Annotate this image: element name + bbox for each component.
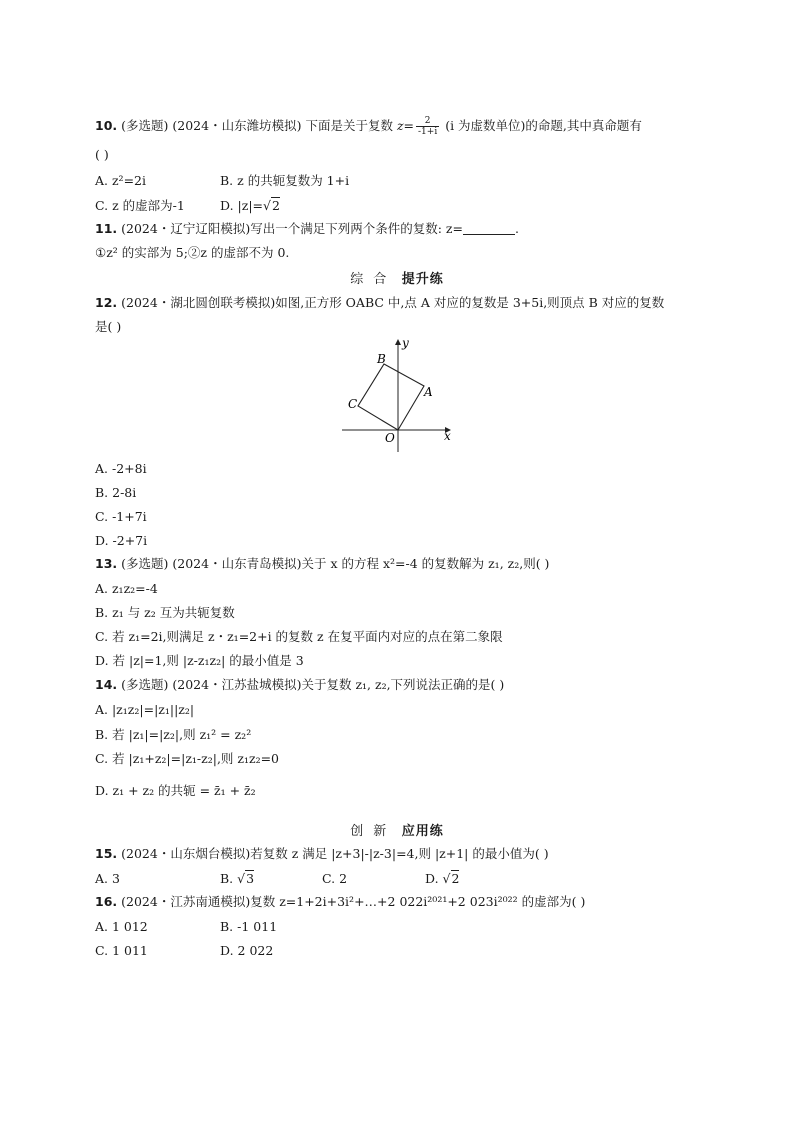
sqrt-icon: √ (263, 198, 271, 213)
q10-paren: ( ) (95, 147, 109, 162)
section1-part-a: 综合 (350, 272, 397, 287)
q11-conditions: ①z² 的实部为 5;②z 的虚部不为 0. (95, 245, 290, 260)
square-oabc (358, 364, 424, 430)
q16-option-a: A. 1 012 (95, 919, 148, 934)
section1-part-b: 提升练 (401, 272, 444, 287)
q14-option-b: B. 若 |z₁|=|z₂|,则 z₁² = z₂² (95, 727, 252, 742)
q11-number: 11. (95, 221, 118, 236)
q15-option-d (425, 870, 459, 888)
q11-answer-blank[interactable] (463, 222, 515, 235)
q12-option-d: D. -2+7i (95, 533, 148, 548)
q14-text: 关于复数 z₁, z₂,下列说法正确的是( ) (301, 677, 505, 692)
q12-square-figure (340, 336, 460, 454)
q14-option-d: D. z₁ + z₂ 的共轭 = z̄₁ + z̄₂ (95, 783, 256, 798)
label-a: A (424, 385, 433, 399)
q15-option-c: C. 2 (322, 871, 348, 886)
q11-text: 写出一个满足下列两个条件的复数: z= (250, 221, 463, 236)
q10-option-c: C. z 的虚部为-1 (95, 198, 185, 213)
q16-number: 16. (95, 894, 118, 909)
q15-option-a: A. 3 (95, 871, 120, 886)
q12-stem-cont: 是( ) (95, 319, 122, 334)
q13-source: (2024・山东青岛模拟) (172, 556, 302, 571)
q13-number: 13. (95, 556, 118, 571)
q12-source: (2024・湖北圆创联考模拟) (121, 295, 276, 310)
q15-number: 15. (95, 846, 118, 861)
q10-source: (2024・山东潍坊模拟) (172, 118, 302, 133)
q12-stem (95, 294, 664, 312)
label-o: O (385, 431, 395, 445)
q15-stem (95, 845, 549, 863)
q10-frac-num: 2 (416, 116, 439, 127)
q10-frac-den: -1+i (418, 127, 438, 137)
q13-text: 关于 x 的方程 x²=-4 的复数解为 z₁, z₂,则( ) (301, 556, 550, 571)
label-b: B (377, 352, 386, 366)
q14-tag: (多选题) (121, 677, 169, 692)
q10-z-eq: z= (396, 118, 415, 133)
q15-text: 若复数 z 满足 |z+3|-|z-3|=4,则 |z+1| 的最小值为( ) (250, 846, 549, 861)
q14-option-c: C. 若 |z₁+z₂|=|z₁-z₂|,则 z₁z₂=0 (95, 751, 280, 766)
q13-option-c: C. 若 z₁=2i,则满足 z・z₁=2+i 的复数 z 在复平面内对应的点在第二象限 (95, 629, 503, 644)
q12-option-b: B. 2-8i (95, 485, 137, 500)
q10-number: 10. (95, 118, 118, 133)
q11-source: (2024・辽宁辽阳模拟) (121, 221, 251, 236)
q15-source: (2024・山东烟台模拟) (121, 846, 251, 861)
q16-stem (95, 893, 585, 911)
q14-number: 14. (95, 677, 118, 692)
q13-option-d: D. 若 |z|=1,则 |z-z₁z₂| 的最小值是 3 (95, 653, 304, 668)
q12-option-a: A. -2+8i (95, 461, 147, 476)
label-y: y (402, 336, 409, 350)
q16-source: (2024・江苏南通模拟) (121, 894, 251, 909)
q15-option-d-radicand: 2 (451, 871, 460, 886)
q10-option-d-label: D. |z|= (220, 198, 264, 213)
q10-text-a: 下面是关于复数 (305, 118, 393, 133)
q12-option-c: C. -1+7i (95, 509, 147, 524)
sqrt-icon: √ (237, 871, 246, 886)
q10-stem (95, 116, 642, 137)
section-title-comprehensive (0, 268, 794, 287)
q15-option-b (220, 870, 254, 888)
section-title-innovation (0, 820, 794, 839)
q10-tag: (多选题) (121, 118, 169, 133)
section2-part-b: 应用练 (401, 824, 444, 839)
q16-option-c: C. 1 011 (95, 943, 148, 958)
q15-option-b-radicand: 3 (246, 871, 255, 886)
label-c: C (348, 397, 358, 411)
q12-text: 如图,正方形 OABC 中,点 A 对应的复数是 3+5i,则顶点 B 对应的复数 (275, 295, 665, 310)
q13-option-a: A. z₁z₂=-4 (95, 581, 158, 596)
q13-tag: (多选题) (121, 556, 169, 571)
q11-tail: . (514, 221, 519, 236)
q11-stem (95, 220, 519, 238)
section2-part-a: 创新 (350, 824, 397, 839)
q12-number: 12. (95, 295, 118, 310)
q16-option-b: B. -1 011 (220, 919, 278, 934)
q13-option-b: B. z₁ 与 z₂ 互为共轭复数 (95, 605, 235, 620)
sqrt-icon: √ (442, 871, 451, 886)
q16-option-d: D. 2 022 (220, 943, 274, 958)
q10-option-b: B. z 的共轭复数为 1+i (220, 173, 350, 188)
q10-option-d-radicand: 2 (271, 198, 280, 213)
q13-stem (95, 555, 549, 573)
label-x: x (444, 429, 451, 443)
q10-text-b: (i 为虚数单位)的命题,其中真命题有 (445, 118, 642, 133)
q14-option-a: A. |z₁z₂|=|z₁||z₂| (95, 702, 195, 717)
q15-option-b-label: B. (220, 871, 238, 886)
q10-option-d (220, 197, 280, 215)
q10-fraction (416, 116, 439, 137)
q14-stem (95, 676, 504, 694)
q10-option-a: A. z²=2i (95, 173, 146, 188)
q15-option-d-label: D. (425, 871, 443, 886)
q14-source: (2024・江苏盐城模拟) (172, 677, 302, 692)
q16-text: 复数 z=1+2i+3i²+…+2 022i²⁰²¹+2 023i²⁰²² 的虚部为( ) (250, 894, 586, 909)
